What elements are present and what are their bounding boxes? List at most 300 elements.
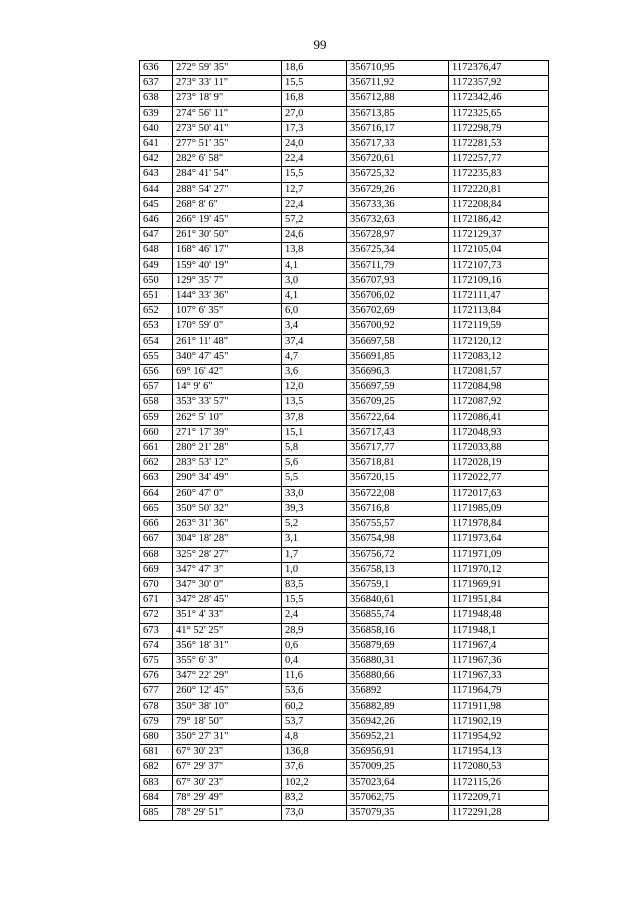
direction-angle-cell: 262° 5' 10" bbox=[173, 410, 282, 425]
direction-angle-cell: 261° 11' 48" bbox=[173, 334, 282, 349]
direction-angle-cell: 14° 9' 6" bbox=[173, 380, 282, 395]
table-row bbox=[140, 121, 549, 136]
distance-cell: 37,6 bbox=[282, 760, 347, 775]
point-number-cell: 650 bbox=[140, 273, 173, 288]
y-coordinate-cell: 1172120,12 bbox=[449, 334, 549, 349]
y-coordinate-cell: 1171971,09 bbox=[449, 547, 549, 562]
x-coordinate-cell: 356697,58 bbox=[347, 334, 449, 349]
point-number-cell: 639 bbox=[140, 106, 173, 121]
y-coordinate-cell: 1172028,19 bbox=[449, 456, 549, 471]
x-coordinate-cell: 356722,08 bbox=[347, 486, 449, 501]
table-row bbox=[140, 76, 549, 91]
y-coordinate-cell: 1172129,37 bbox=[449, 228, 549, 243]
y-coordinate-cell: 1172208,84 bbox=[449, 197, 549, 212]
table-row bbox=[140, 790, 549, 805]
y-coordinate-cell: 1171970,12 bbox=[449, 562, 549, 577]
distance-cell: 15,5 bbox=[282, 593, 347, 608]
table-row bbox=[140, 197, 549, 212]
point-number-cell: 654 bbox=[140, 334, 173, 349]
table-row bbox=[140, 547, 549, 562]
direction-angle-cell: 274° 56' 11" bbox=[173, 106, 282, 121]
x-coordinate-cell: 356882,89 bbox=[347, 699, 449, 714]
point-number-cell: 657 bbox=[140, 380, 173, 395]
x-coordinate-cell: 356942,26 bbox=[347, 714, 449, 729]
point-number-cell: 655 bbox=[140, 349, 173, 364]
direction-angle-cell: 168° 46' 17" bbox=[173, 243, 282, 258]
point-number-cell: 671 bbox=[140, 593, 173, 608]
x-coordinate-cell: 356710,95 bbox=[347, 61, 449, 76]
x-coordinate-cell: 356956,91 bbox=[347, 745, 449, 760]
distance-cell: 2,4 bbox=[282, 608, 347, 623]
coordinates-table bbox=[139, 60, 549, 821]
distance-cell: 6,0 bbox=[282, 304, 347, 319]
x-coordinate-cell: 357023,64 bbox=[347, 775, 449, 790]
distance-cell: 13,5 bbox=[282, 395, 347, 410]
distance-cell: 4,8 bbox=[282, 729, 347, 744]
direction-angle-cell: 260° 47' 0" bbox=[173, 486, 282, 501]
x-coordinate-cell: 356729,26 bbox=[347, 182, 449, 197]
y-coordinate-cell: 1171964,79 bbox=[449, 684, 549, 699]
direction-angle-cell: 67° 30' 23" bbox=[173, 745, 282, 760]
distance-cell: 0,4 bbox=[282, 653, 347, 668]
direction-angle-cell: 78° 29' 49" bbox=[173, 790, 282, 805]
x-coordinate-cell: 356713,85 bbox=[347, 106, 449, 121]
point-number-cell: 645 bbox=[140, 197, 173, 212]
x-coordinate-cell: 356732,63 bbox=[347, 213, 449, 228]
x-coordinate-cell: 356700,92 bbox=[347, 319, 449, 334]
table-row bbox=[140, 228, 549, 243]
y-coordinate-cell: 1172376,47 bbox=[449, 61, 549, 76]
direction-angle-cell: 350° 50' 32" bbox=[173, 501, 282, 516]
x-coordinate-cell: 356720,15 bbox=[347, 471, 449, 486]
y-coordinate-cell: 1172087,92 bbox=[449, 395, 549, 410]
table-row bbox=[140, 532, 549, 547]
distance-cell: 57,2 bbox=[282, 213, 347, 228]
direction-angle-cell: 273° 18' 9" bbox=[173, 91, 282, 106]
x-coordinate-cell: 356696,3 bbox=[347, 365, 449, 380]
table-row bbox=[140, 273, 549, 288]
x-coordinate-cell: 356711,79 bbox=[347, 258, 449, 273]
table-row bbox=[140, 243, 549, 258]
distance-cell: 5,6 bbox=[282, 456, 347, 471]
point-number-cell: 646 bbox=[140, 213, 173, 228]
x-coordinate-cell: 356716,17 bbox=[347, 121, 449, 136]
y-coordinate-cell: 1172342,46 bbox=[449, 91, 549, 106]
distance-cell: 11,6 bbox=[282, 669, 347, 684]
point-number-cell: 675 bbox=[140, 653, 173, 668]
distance-cell: 24,0 bbox=[282, 137, 347, 152]
point-number-cell: 672 bbox=[140, 608, 173, 623]
distance-cell: 3,1 bbox=[282, 532, 347, 547]
point-number-cell: 685 bbox=[140, 805, 173, 820]
distance-cell: 60,2 bbox=[282, 699, 347, 714]
distance-cell: 37,8 bbox=[282, 410, 347, 425]
direction-angle-cell: 260° 12' 45" bbox=[173, 684, 282, 699]
x-coordinate-cell: 357009,25 bbox=[347, 760, 449, 775]
y-coordinate-cell: 1172083,12 bbox=[449, 349, 549, 364]
direction-angle-cell: 347° 30' 0" bbox=[173, 577, 282, 592]
distance-cell: 1,0 bbox=[282, 562, 347, 577]
y-coordinate-cell: 1172080,53 bbox=[449, 760, 549, 775]
distance-cell: 12,7 bbox=[282, 182, 347, 197]
point-number-cell: 679 bbox=[140, 714, 173, 729]
point-number-cell: 636 bbox=[140, 61, 173, 76]
table-row bbox=[140, 167, 549, 182]
point-number-cell: 652 bbox=[140, 304, 173, 319]
y-coordinate-cell: 1172115,26 bbox=[449, 775, 549, 790]
point-number-cell: 638 bbox=[140, 91, 173, 106]
table-row bbox=[140, 623, 549, 638]
x-coordinate-cell: 356720,61 bbox=[347, 152, 449, 167]
x-coordinate-cell: 356755,57 bbox=[347, 517, 449, 532]
table-row bbox=[140, 760, 549, 775]
y-coordinate-cell: 1171978,84 bbox=[449, 517, 549, 532]
table-row bbox=[140, 349, 549, 364]
direction-angle-cell: 78° 29' 51" bbox=[173, 805, 282, 820]
direction-angle-cell: 41° 52' 25" bbox=[173, 623, 282, 638]
point-number-cell: 674 bbox=[140, 638, 173, 653]
y-coordinate-cell: 1171951,84 bbox=[449, 593, 549, 608]
point-number-cell: 656 bbox=[140, 365, 173, 380]
table-row bbox=[140, 425, 549, 440]
direction-angle-cell: 277° 51' 35" bbox=[173, 137, 282, 152]
distance-cell: 15,5 bbox=[282, 76, 347, 91]
direction-angle-cell: 268° 8' 6" bbox=[173, 197, 282, 212]
table-row bbox=[140, 638, 549, 653]
page-number: 99 bbox=[313, 37, 327, 52]
x-coordinate-cell: 357079,35 bbox=[347, 805, 449, 820]
distance-cell: 3,4 bbox=[282, 319, 347, 334]
y-coordinate-cell: 1172281,53 bbox=[449, 137, 549, 152]
y-coordinate-cell: 1171967,4 bbox=[449, 638, 549, 653]
point-number-cell: 658 bbox=[140, 395, 173, 410]
point-number-cell: 644 bbox=[140, 182, 173, 197]
direction-angle-cell: 350° 38' 10" bbox=[173, 699, 282, 714]
coordinates-table-body bbox=[140, 61, 549, 821]
direction-angle-cell: 272° 59' 35" bbox=[173, 61, 282, 76]
direction-angle-cell: 67° 29' 37" bbox=[173, 760, 282, 775]
point-number-cell: 666 bbox=[140, 517, 173, 532]
distance-cell: 22,4 bbox=[282, 197, 347, 212]
distance-cell: 15,5 bbox=[282, 167, 347, 182]
x-coordinate-cell: 356722,64 bbox=[347, 410, 449, 425]
distance-cell: 18,6 bbox=[282, 61, 347, 76]
point-number-cell: 640 bbox=[140, 121, 173, 136]
x-coordinate-cell: 356840,61 bbox=[347, 593, 449, 608]
y-coordinate-cell: 1172109,16 bbox=[449, 273, 549, 288]
x-coordinate-cell: 356756,72 bbox=[347, 547, 449, 562]
direction-angle-cell: 304° 18' 28" bbox=[173, 532, 282, 547]
table-row bbox=[140, 653, 549, 668]
direction-angle-cell: 263° 31' 36" bbox=[173, 517, 282, 532]
distance-cell: 13,8 bbox=[282, 243, 347, 258]
y-coordinate-cell: 1172033,88 bbox=[449, 441, 549, 456]
table-row bbox=[140, 258, 549, 273]
y-coordinate-cell: 1172357,92 bbox=[449, 76, 549, 91]
x-coordinate-cell: 356702,69 bbox=[347, 304, 449, 319]
direction-angle-cell: 284° 41' 54" bbox=[173, 167, 282, 182]
distance-cell: 27,0 bbox=[282, 106, 347, 121]
table-row bbox=[140, 106, 549, 121]
distance-cell: 37,4 bbox=[282, 334, 347, 349]
direction-angle-cell: 353° 33' 57" bbox=[173, 395, 282, 410]
point-number-cell: 682 bbox=[140, 760, 173, 775]
distance-cell: 83,2 bbox=[282, 790, 347, 805]
distance-cell: 5,2 bbox=[282, 517, 347, 532]
point-number-cell: 677 bbox=[140, 684, 173, 699]
y-coordinate-cell: 1172186,42 bbox=[449, 213, 549, 228]
table-row bbox=[140, 61, 549, 76]
table-row bbox=[140, 441, 549, 456]
point-number-cell: 643 bbox=[140, 167, 173, 182]
y-coordinate-cell: 1172086,41 bbox=[449, 410, 549, 425]
table-row bbox=[140, 289, 549, 304]
y-coordinate-cell: 1172257,77 bbox=[449, 152, 549, 167]
y-coordinate-cell: 1171967,33 bbox=[449, 669, 549, 684]
distance-cell: 53,6 bbox=[282, 684, 347, 699]
y-coordinate-cell: 1171954,92 bbox=[449, 729, 549, 744]
direction-angle-cell: 288° 54' 27" bbox=[173, 182, 282, 197]
point-number-cell: 649 bbox=[140, 258, 173, 273]
table-row bbox=[140, 517, 549, 532]
point-number-cell: 648 bbox=[140, 243, 173, 258]
x-coordinate-cell: 356707,93 bbox=[347, 273, 449, 288]
point-number-cell: 642 bbox=[140, 152, 173, 167]
distance-cell: 83,5 bbox=[282, 577, 347, 592]
x-coordinate-cell: 356697,59 bbox=[347, 380, 449, 395]
direction-angle-cell: 79° 18' 50" bbox=[173, 714, 282, 729]
point-number-cell: 678 bbox=[140, 699, 173, 714]
direction-angle-cell: 290° 34' 49" bbox=[173, 471, 282, 486]
y-coordinate-cell: 1171969,91 bbox=[449, 577, 549, 592]
point-number-cell: 651 bbox=[140, 289, 173, 304]
point-number-cell: 653 bbox=[140, 319, 173, 334]
x-coordinate-cell: 356709,25 bbox=[347, 395, 449, 410]
direction-angle-cell: 273° 50' 41" bbox=[173, 121, 282, 136]
x-coordinate-cell: 356717,77 bbox=[347, 441, 449, 456]
table-row bbox=[140, 805, 549, 820]
direction-angle-cell: 282° 6' 58" bbox=[173, 152, 282, 167]
x-coordinate-cell: 356717,43 bbox=[347, 425, 449, 440]
y-coordinate-cell: 1171985,09 bbox=[449, 501, 549, 516]
table-row bbox=[140, 593, 549, 608]
table-row bbox=[140, 456, 549, 471]
table-row bbox=[140, 91, 549, 106]
direction-angle-cell: 355° 6' 3" bbox=[173, 653, 282, 668]
point-number-cell: 637 bbox=[140, 76, 173, 91]
point-number-cell: 647 bbox=[140, 228, 173, 243]
distance-cell: 53,7 bbox=[282, 714, 347, 729]
direction-angle-cell: 266° 19' 45" bbox=[173, 213, 282, 228]
direction-angle-cell: 340° 47' 45" bbox=[173, 349, 282, 364]
table-row bbox=[140, 334, 549, 349]
y-coordinate-cell: 1171948,48 bbox=[449, 608, 549, 623]
point-number-cell: 681 bbox=[140, 745, 173, 760]
distance-cell: 5,5 bbox=[282, 471, 347, 486]
direction-angle-cell: 280° 21' 28" bbox=[173, 441, 282, 456]
direction-angle-cell: 273° 33' 11" bbox=[173, 76, 282, 91]
distance-cell: 3,0 bbox=[282, 273, 347, 288]
y-coordinate-cell: 1171911,98 bbox=[449, 699, 549, 714]
point-number-cell: 684 bbox=[140, 790, 173, 805]
table-row bbox=[140, 410, 549, 425]
point-number-cell: 670 bbox=[140, 577, 173, 592]
distance-cell: 5,8 bbox=[282, 441, 347, 456]
table-row bbox=[140, 714, 549, 729]
x-coordinate-cell: 357062,75 bbox=[347, 790, 449, 805]
y-coordinate-cell: 1172220,81 bbox=[449, 182, 549, 197]
x-coordinate-cell: 356717,33 bbox=[347, 137, 449, 152]
direction-angle-cell: 356° 18' 31" bbox=[173, 638, 282, 653]
point-number-cell: 663 bbox=[140, 471, 173, 486]
y-coordinate-cell: 1172291,28 bbox=[449, 805, 549, 820]
table-row bbox=[140, 745, 549, 760]
distance-cell: 1,7 bbox=[282, 547, 347, 562]
distance-cell: 24,6 bbox=[282, 228, 347, 243]
y-coordinate-cell: 1172048,93 bbox=[449, 425, 549, 440]
y-coordinate-cell: 1172119,59 bbox=[449, 319, 549, 334]
direction-angle-cell: 283° 53' 12" bbox=[173, 456, 282, 471]
y-coordinate-cell: 1172105,04 bbox=[449, 243, 549, 258]
direction-angle-cell: 159° 40' 19" bbox=[173, 258, 282, 273]
point-number-cell: 673 bbox=[140, 623, 173, 638]
distance-cell: 4,1 bbox=[282, 289, 347, 304]
direction-angle-cell: 271° 17' 39" bbox=[173, 425, 282, 440]
x-coordinate-cell: 356758,13 bbox=[347, 562, 449, 577]
distance-cell: 4,7 bbox=[282, 349, 347, 364]
distance-cell: 39,3 bbox=[282, 501, 347, 516]
direction-angle-cell: 347° 47' 3" bbox=[173, 562, 282, 577]
point-number-cell: 665 bbox=[140, 501, 173, 516]
y-coordinate-cell: 1171948,1 bbox=[449, 623, 549, 638]
direction-angle-cell: 350° 27' 31" bbox=[173, 729, 282, 744]
x-coordinate-cell: 356712,88 bbox=[347, 91, 449, 106]
point-number-cell: 659 bbox=[140, 410, 173, 425]
y-coordinate-cell: 1172017,63 bbox=[449, 486, 549, 501]
table-row bbox=[140, 319, 549, 334]
table-row bbox=[140, 213, 549, 228]
x-coordinate-cell: 356858,16 bbox=[347, 623, 449, 638]
distance-cell: 28,9 bbox=[282, 623, 347, 638]
table-row bbox=[140, 775, 549, 790]
direction-angle-cell: 347° 22' 29" bbox=[173, 669, 282, 684]
x-coordinate-cell: 356879,69 bbox=[347, 638, 449, 653]
table-row bbox=[140, 684, 549, 699]
y-coordinate-cell: 1172107,73 bbox=[449, 258, 549, 273]
distance-cell: 17,3 bbox=[282, 121, 347, 136]
direction-angle-cell: 129° 35' 7" bbox=[173, 273, 282, 288]
y-coordinate-cell: 1172081,57 bbox=[449, 365, 549, 380]
direction-angle-cell: 67° 30' 23" bbox=[173, 775, 282, 790]
y-coordinate-cell: 1172298,79 bbox=[449, 121, 549, 136]
point-number-cell: 664 bbox=[140, 486, 173, 501]
point-number-cell: 662 bbox=[140, 456, 173, 471]
direction-angle-cell: 347° 28' 45" bbox=[173, 593, 282, 608]
direction-angle-cell: 107° 6' 35" bbox=[173, 304, 282, 319]
table-row bbox=[140, 137, 549, 152]
point-number-cell: 669 bbox=[140, 562, 173, 577]
distance-cell: 16,8 bbox=[282, 91, 347, 106]
table-row bbox=[140, 365, 549, 380]
table-row bbox=[140, 304, 549, 319]
distance-cell: 73,0 bbox=[282, 805, 347, 820]
y-coordinate-cell: 1172325,65 bbox=[449, 106, 549, 121]
distance-cell: 15,1 bbox=[282, 425, 347, 440]
table-row bbox=[140, 152, 549, 167]
table-row bbox=[140, 729, 549, 744]
x-coordinate-cell: 356880,66 bbox=[347, 669, 449, 684]
point-number-cell: 680 bbox=[140, 729, 173, 744]
direction-angle-cell: 170° 59' 0" bbox=[173, 319, 282, 334]
x-coordinate-cell: 356892 bbox=[347, 684, 449, 699]
y-coordinate-cell: 1172022,77 bbox=[449, 471, 549, 486]
x-coordinate-cell: 356711,92 bbox=[347, 76, 449, 91]
table-row bbox=[140, 562, 549, 577]
direction-angle-cell: 351° 4' 33" bbox=[173, 608, 282, 623]
x-coordinate-cell: 356733,36 bbox=[347, 197, 449, 212]
table-row bbox=[140, 699, 549, 714]
x-coordinate-cell: 356855,74 bbox=[347, 608, 449, 623]
y-coordinate-cell: 1171954,13 bbox=[449, 745, 549, 760]
distance-cell: 136,8 bbox=[282, 745, 347, 760]
point-number-cell: 661 bbox=[140, 441, 173, 456]
x-coordinate-cell: 356716,8 bbox=[347, 501, 449, 516]
distance-cell: 102,2 bbox=[282, 775, 347, 790]
distance-cell: 12,0 bbox=[282, 380, 347, 395]
x-coordinate-cell: 356728,97 bbox=[347, 228, 449, 243]
direction-angle-cell: 261° 30' 50" bbox=[173, 228, 282, 243]
point-number-cell: 641 bbox=[140, 137, 173, 152]
x-coordinate-cell: 356952,21 bbox=[347, 729, 449, 744]
y-coordinate-cell: 1172113,84 bbox=[449, 304, 549, 319]
distance-cell: 3,6 bbox=[282, 365, 347, 380]
x-coordinate-cell: 356754,98 bbox=[347, 532, 449, 547]
point-number-cell: 683 bbox=[140, 775, 173, 790]
y-coordinate-cell: 1172235,83 bbox=[449, 167, 549, 182]
x-coordinate-cell: 356725,32 bbox=[347, 167, 449, 182]
point-number-cell: 676 bbox=[140, 669, 173, 684]
table-row bbox=[140, 608, 549, 623]
table-row bbox=[140, 669, 549, 684]
table-row bbox=[140, 380, 549, 395]
point-number-cell: 660 bbox=[140, 425, 173, 440]
x-coordinate-cell: 356880,31 bbox=[347, 653, 449, 668]
x-coordinate-cell: 356725,34 bbox=[347, 243, 449, 258]
table-row bbox=[140, 395, 549, 410]
y-coordinate-cell: 1171973,64 bbox=[449, 532, 549, 547]
table-row bbox=[140, 501, 549, 516]
table-row bbox=[140, 182, 549, 197]
distance-cell: 0,6 bbox=[282, 638, 347, 653]
table-row bbox=[140, 486, 549, 501]
distance-cell: 4,1 bbox=[282, 258, 347, 273]
direction-angle-cell: 144° 33' 36" bbox=[173, 289, 282, 304]
y-coordinate-cell: 1171902,19 bbox=[449, 714, 549, 729]
distance-cell: 33,0 bbox=[282, 486, 347, 501]
x-coordinate-cell: 356691,85 bbox=[347, 349, 449, 364]
y-coordinate-cell: 1172209,71 bbox=[449, 790, 549, 805]
y-coordinate-cell: 1172084,98 bbox=[449, 380, 549, 395]
y-coordinate-cell: 1171967,36 bbox=[449, 653, 549, 668]
x-coordinate-cell: 356706,02 bbox=[347, 289, 449, 304]
point-number-cell: 668 bbox=[140, 547, 173, 562]
point-number-cell: 667 bbox=[140, 532, 173, 547]
x-coordinate-cell: 356718,81 bbox=[347, 456, 449, 471]
direction-angle-cell: 69° 16' 42" bbox=[173, 365, 282, 380]
x-coordinate-cell: 356759,1 bbox=[347, 577, 449, 592]
distance-cell: 22,4 bbox=[282, 152, 347, 167]
table-row bbox=[140, 577, 549, 592]
